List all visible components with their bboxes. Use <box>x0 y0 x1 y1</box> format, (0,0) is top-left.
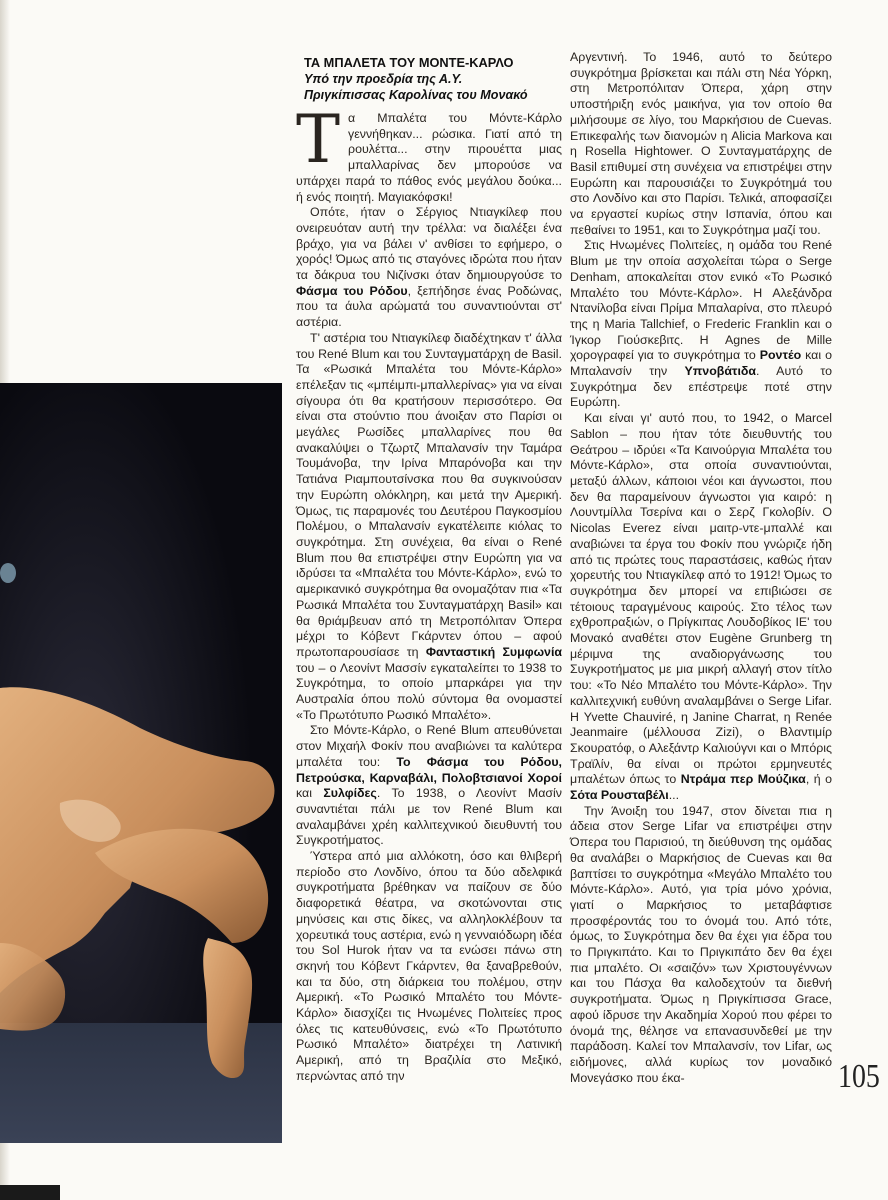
paragraph-text: και <box>296 786 324 801</box>
article-subtitle-line1: Υπό την προεδρία της Α.Υ. <box>304 72 463 86</box>
paragraph <box>296 331 562 724</box>
paragraph-text: και ο Μπαλανσίν την <box>570 348 832 379</box>
paragraph <box>296 101 562 205</box>
article-header <box>296 55 562 103</box>
column-right <box>570 50 832 1086</box>
work-title: Υπνοβάτιδα <box>684 364 757 379</box>
work-title: Σότα Ρουσταβέλι <box>570 788 669 803</box>
column-left <box>296 55 562 1085</box>
paragraph <box>296 723 562 849</box>
paragraph <box>570 50 832 238</box>
work-title: Φανταστική Συμφωνία <box>425 644 562 659</box>
work-title: Ροντέο <box>759 348 802 363</box>
page-number: 105 <box>838 1058 880 1095</box>
paragraph-text: Την Άνοιξη του 1947, στον δίνεται πια η άδεια στον Serge Lifar να επιστρέψει στην Όπερα του Παρισιού, τη διεύθυνση της ομάδας θα αναλάβει ο Μαρκήσιος de Cuevas και θα βαπτίσει το συγκρότημα «Μεγάλο Μπαλέτο του Μόντε-Κάρλο». Αυτό, για τρία μόνο χρόνια, γιατί ο Μαρκήσιος το μεταβάφτισε προσφέροντάς του το όνομά του. Από τότε, όμως, το Συγκρότημα δεν θα έχει για έδρα του το Πριγκιπάτο. Και το Πριγκιπάτο δεν θα έχει πια μπαλέτο. Οι «σαιζόν» των Χριστουγέννων και του Πάσχα θα καλοδεχτούν τα διεθνή συγκροτήματα. Όμως η Πριγκίπισσα Grace, αφού ίδρυσε την Ακαδημία Χορού που φέρει το όνομά της, θέλησε να επανασυνδεθεί με την παράδοση. Καλεί τον Μπαλανσίν, τον Lifar, ως ειδήμονες, αλλά κυρίως τον μοναδικό Μονεγάσκο που έκα- <box>570 803 832 1085</box>
paragraph-text: Στο Μόντε-Κάρλο, ο René Blum απευθύνεται στον Μιχαήλ Φοκίν που αναβιώνει τα καλύτερα μπαλέτα του: <box>296 723 562 769</box>
paragraph-text: Οπότε, ήταν ο Σέργιος Ντιαγκίλεφ που ονειρευόταν αυτή την τρέλλα: να διαλέξει ένα βράχο, για να βάλει ν' ανθίσει το εφήμερο, ο χορός! Όμως από τις σταγόνες ιδρώτα που ήταν τα δάκρυα του Νιζίνσκι όταν δημιουργούσε το <box>296 205 562 283</box>
paragraph-text: , ή ο <box>805 772 832 787</box>
paragraph <box>570 804 832 1087</box>
work-title: Φάσμα του Ρόδου <box>296 283 408 298</box>
paragraph-text: Στις Ηνωμένες Πολιτείες, η ομάδα του René Blum με την οποία ασχολείται τώρα ο Serge Denham, αποκαλείται στον ενικό «Το Ρωσικό Μπαλέτο του Μόντε-Κάρλο». Η Αλεξάνδρα Ντανίλοβα είναι Πρίμα Μπαλαρίνα, στο πλευρό της η Maria Tallchief, ο Frederic Franklin και ο Ίγκορ Γιούσκεβιτς. Η Agnes de Mille χορογραφεί για το συγκρότημα το <box>570 238 832 363</box>
paragraph-text: . Αυτό το Συγκρότημα δεν επέστρεψε ποτέ στην Ευρώπη. <box>570 364 832 410</box>
paragraph-text: του – ο Λεονίντ Μασσίν εγκαταλείπει το 1938 το Συγκρότημα, το οποίο μπαρκάρει για την Αυστραλία όπου πολύ σύντομα θα ονομαστεί «Το Πρωτότυπο Ρωσικό Μπαλέτο». <box>296 660 562 722</box>
drop-cap: Τ <box>296 101 341 178</box>
paragraph-text: Ύστερα από μια αλλόκοτη, όσο και θλιβερή περίοδο στο Λονδίνο, όπου τα δύο αδελφικά συγκροτήματα βρέθηκαν να παίζουν σε δύο διαφορετικά θέατρα, να σκοτώνονται στις μηνύσεις και στις δίκες, να αλληλοκλέβουν τα χορευτικά τους αστέρια, ενώ η γενναιόδωρη ιδέα του Sol Hurok ήταν να τα ενώσει πάνω στη σκηνή του Κόβεντ Γκάρντεν, θα ξαναβρεθούν, και τα δύο, στη διάρκεια του πολέμου, στην Αμερική. «Το Ρωσικό Μπαλέτο του Μόντε-Κάρλο» διασχίζει τις Ηνωμένες Πολιτείες προς όλες τις κατευθύνσεις, ενώ «Το Πρωτότυπο Ρωσικό Μπαλέτο» διατρέχει τη Λατινική Αμερική, από τη Βραζιλία στο Μεξικό, περνώντας από την <box>296 849 562 1083</box>
work-title: Ντράμα περ Μούζικα <box>680 772 806 787</box>
paragraph-text: , ξεπήδησε ένας Ροδώνας, που τα άυλα αρώματά του συναντιούνται στ' αστέρια. <box>296 283 562 330</box>
photo-bottom-strip <box>0 1185 60 1200</box>
article-title: ΤΑ ΜΠΑΛΕΤΑ ΤΟΥ ΜΟΝΤΕ-ΚΑΡΛΟ <box>304 55 514 70</box>
paragraph <box>570 411 832 804</box>
paragraph <box>570 238 832 411</box>
paragraph-text: ... <box>668 788 680 803</box>
paragraph-text: Αργεντινή. Το 1946, αυτό το δεύτερο συγκρότημα βρίσκεται και πάλι στη Νέα Υόρκη, στη Μετροπόλιταν Όπερα, χάρη στην υποστήριξη ενός μαικήνα, για τον οποίο θα μιλήσουμε σε λίγο, του Μαρκήσιου de Cuevas. Επικεφαλής των διανομών η Alicia Markova και η Rosella Hightower. Ο Συνταγματάρχης de Basil επιθυμεί στη συνέχεια να επιστρέψει στην Ευρώπη και παρουσιάζει το Συγκρότημά του στο Λονδίνο και στο Παρίσι. Τελικά, αποφασίζει να εργαστεί κυρίως στην Ισπανία, όπου και πεθαίνει το 1951, και το Συγκρότημα μαζί του. <box>570 50 832 237</box>
article-subtitle-line2: Πριγκίπισσας Καρολίνας του Μονακό <box>304 88 528 102</box>
dancer-photo <box>0 383 282 1143</box>
paragraph-text: α Μπαλέτα του Μόντε-Κάρλο γεννήθηκαν... ρώσικα. Γιατί από τη ρουλέττα... στην πιρουέττα μιας μπαλλαρίνας δεν μπορούσε να υπάρχει παρά το πάθος ενός μεγάλου δούκα... ή ενός ποιητή. Μαγιακόφσκι! <box>296 111 562 204</box>
work-title: Συλφίδες <box>323 786 377 801</box>
paragraph <box>296 849 562 1085</box>
paragraph <box>296 205 562 331</box>
paragraph-text: . Το 1938, ο Λεονίντ Μασίν συναντιέται πάλι με τον René Blum και αναλαμβάνει χρέη καλλιτεχνικού διευθυντή του Συγκροτήματος. <box>296 786 562 848</box>
paragraph-text: Τ' αστέρια του Ντιαγκίλεφ διαδέχτηκαν τ' άλλα του René Blum και του Συνταγματάρχη de Basil. Τα «Ρωσικά Μπαλέτα του Μόντε-Κάρλο» επέλεξαν τις «μπέιμπι-μπαλλερίνας» για να είναι σίγουρα ότι θα κρατήσουν περισσότερο. Θα είναι στα στούντιο που άνοιξαν στο Παρίσι οι μεγάλες Ρωσίδες μπαλλαρίνες που θα ανακαλύψει ο Τζωρτζ Μπαλανσίν την Ταμάρα Τουμάνοβα, την Ιρίνα Μπαρόνοβα και την Τατιάνα Ριαμπουτσίνσκα που θα συγκινούσαν την Ευρώπη ολόκληρη, και μετά την Αμερική. Όμως, τις παραμονές του Δευτέρου Παγκοσμίου Πολέμου, ο Μπαλανσίν εγκατέλειπε κιόλας το συγκρότημα. Στη συνέχεια, θα είναι ο René Blum που θα επιστρέψει στην Ευρώπη για να ιδρύσει τα «Μπαλέτα του Μόντε-Κάρλο», ενώ το αμερικανικό συγκρότημα θα ονομαζόταν πια «Τα Ρωσικά Μπαλέτα του Συνταγματάρχη Basil» και θα θριάμβευαν από τη Μετροπόλιταν Όπερα μέχρι το Κόβεντ Γκάρντεν όπου – αφού πρωτοπαρουσίασε τη <box>296 330 562 659</box>
work-title: Το Φάσμα του Ρόδου, Πετρούσκα, Καρναβάλι, Πολοβτσιανοί Χοροί <box>296 754 562 785</box>
paragraph-text: Και είναι γι' αυτό που, το 1942, ο Marcel Sablon – που ήταν τότε διευθυντής του Θεάτρου – ιδρύει «Τα Καινούργια Μπαλέτα του Μόντε-Κάρλο», στα οποία συναντιούνται, μεταξύ άλλων, κάποιοι νέοι και άγνωστοι, που δεν θα παραμείνουν άγνωστοι για καιρό: η Λουντμίλλα Τσερίνα και ο Σερζ Γκολοβίν. Ο Nicolas Everez είναι μαιτρ-ντε-μπαλλέ και αναβιώνει τα έργα του Φοκίν που γνώριζε ήδη από τις πρώτες τους παραστάσεις, καθώς ήταν χορευτής του Ντιαγκίλεφ από το 1912! Όμως το συγκρότημα δεν μπορεί να επιβιώσει σε τέτοιους ταραγμένους καιρούς. Στο τέλος των εχθροπραξιών, ο Πρίγκιπας Λουδοβίκος ΙΕ' του Μονακό αναθέτει στον Eugène Grunberg τη μέριμνα της αναδιοργάνωσης του Συγκροτήματος με μια μικρή αλλαγή στον τίτλο του: «Το Νέο Μπαλέτο του Μόντε-Κάρλο». Την καλλιτεχνική ευθύνη αναλαμβάνει ο Serge Lifar. Η Yvette Chauviré, η Janine Charrat, η Renée Jeanmaire (μέλλουσα Zizi), ο Βλαντιμίρ Σκουρατόφ, ο Αλεξάντρ Καλιούγνι και ο Μπόρις Τραϊλίν, θα είναι οι πρώτοι ερμηνευτές μπαλέτων όπως το <box>570 411 832 787</box>
dancer-figure <box>0 383 282 1143</box>
